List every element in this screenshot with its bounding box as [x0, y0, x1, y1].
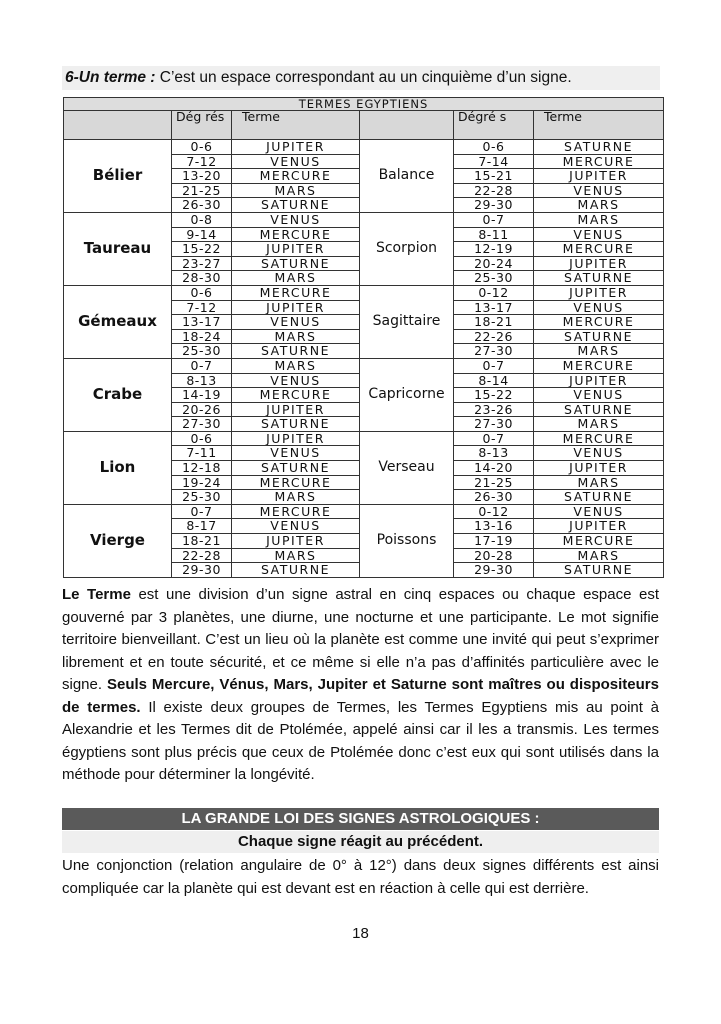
planet-left: MERCURE: [232, 504, 360, 519]
degree-right: 29-30: [454, 198, 534, 213]
planet-left: MARS: [232, 183, 360, 198]
planet-left: SATURNE: [232, 344, 360, 359]
table-row: [64, 285, 664, 300]
degree-left: 8-13: [172, 373, 232, 388]
sign-right: Verseau: [360, 431, 454, 504]
planet-right: SATURNE: [534, 329, 664, 344]
sign-right: Sagittaire: [360, 285, 454, 358]
planet-left: MARS: [232, 271, 360, 286]
degree-left: 0-6: [172, 140, 232, 155]
planet-right: JUPITER: [534, 461, 664, 476]
degree-left: 22-28: [172, 548, 232, 563]
planet-left: MERCURE: [232, 227, 360, 242]
planet-left: SATURNE: [232, 417, 360, 432]
sign-left: Taureau: [64, 212, 172, 285]
planet-left: MARS: [232, 329, 360, 344]
degree-right: 0-7: [454, 431, 534, 446]
planet-left: JUPITER: [232, 402, 360, 417]
planet-left: JUPITER: [232, 431, 360, 446]
planet-right: MARS: [534, 344, 664, 359]
planet-right: MARS: [534, 548, 664, 563]
planet-left: VENUS: [232, 212, 360, 227]
planet-right: SATURNE: [534, 271, 664, 286]
sign-left: Crabe: [64, 358, 172, 431]
planet-right: SATURNE: [534, 490, 664, 505]
section-title: LA GRANDE LOI DES SIGNES ASTROLOGIQUES :: [62, 808, 659, 830]
degree-right: 25-30: [454, 271, 534, 286]
planet-right: VENUS: [534, 227, 664, 242]
degree-left: 27-30: [172, 417, 232, 432]
planet-left: MARS: [232, 490, 360, 505]
planet-left: MERCURE: [232, 388, 360, 403]
degree-left: 8-17: [172, 519, 232, 534]
planet-right: SATURNE: [534, 140, 664, 155]
degree-right: 8-11: [454, 227, 534, 242]
table-title: TERMES EGYPTIENS: [64, 98, 664, 111]
table-row: [64, 504, 664, 519]
planet-right: MERCURE: [534, 534, 664, 549]
planet-left: JUPITER: [232, 140, 360, 155]
header-term-left: Terme: [232, 111, 360, 140]
degree-right: 14-20: [454, 461, 534, 476]
header-term-right: Terme: [534, 111, 664, 140]
header-empty-right: [360, 111, 454, 140]
header-deg-right: Dégré s: [454, 111, 534, 140]
sign-right: Capricorne: [360, 358, 454, 431]
degree-left: 0-8: [172, 212, 232, 227]
planet-right: MARS: [534, 198, 664, 213]
planet-right: MERCURE: [534, 358, 664, 373]
planet-left: SATURNE: [232, 563, 360, 578]
planet-left: JUPITER: [232, 242, 360, 257]
definition-text: C’est un espace correspondant au un cinquième d’un signe.: [155, 69, 572, 86]
degree-right: 12-19: [454, 242, 534, 257]
degree-left: 13-17: [172, 315, 232, 330]
section-subtitle: Chaque signe réagit au précédent.: [62, 831, 659, 853]
degree-left: 25-30: [172, 490, 232, 505]
para-text-b: Il existe deux groupes de Termes, les Termes Egyptiens mis au point à Alexandrie et les Termes dit de Ptolémée, appelé ainsi car il les a transmis. Les termes égyptiens sont plus précis que ceux de Ptolémée donc c’est eux qui sont utilisés dans la méthode pour déterminer la longévité.: [62, 698, 659, 783]
planet-left: VENUS: [232, 519, 360, 534]
table-row: [64, 212, 664, 227]
degree-right: 18-21: [454, 315, 534, 330]
planet-left: VENUS: [232, 446, 360, 461]
degree-left: 0-6: [172, 285, 232, 300]
planet-right: MARS: [534, 212, 664, 227]
planet-right: JUPITER: [534, 519, 664, 534]
planet-right: JUPITER: [534, 285, 664, 300]
planet-left: MARS: [232, 358, 360, 373]
para-text-a: est une division d’un signe astral en cinq espaces ou chaque espace est gouverné par 3 planètes, une diurne, une nocturne et une participante. Le mot signifie territoire bienveillant. C’est un lieu où la planète est comme une invité qui peut s’exprimer librement et en toute sécurité, et ce même si elle n’a pas d’affinités particulière avec le signe.: [62, 586, 659, 693]
termes-table: [63, 97, 664, 578]
degree-right: 29-30: [454, 563, 534, 578]
degree-left: 19-24: [172, 475, 232, 490]
planet-left: JUPITER: [232, 300, 360, 315]
planet-left: MERCURE: [232, 285, 360, 300]
degree-left: 23-27: [172, 256, 232, 271]
table-row: [64, 431, 664, 446]
degree-left: 12-18: [172, 461, 232, 476]
planet-right: JUPITER: [534, 256, 664, 271]
degree-left: 0-7: [172, 358, 232, 373]
degree-left: 0-6: [172, 431, 232, 446]
paragraph-conjonction: Une conjonction (relation angulaire de 0° à 12°) dans deux signes différents est ainsi compliquée car la planète qui est devant est en réaction à celle qui est derrière.: [62, 857, 659, 897]
sign-left: Lion: [64, 431, 172, 504]
degree-right: 15-21: [454, 169, 534, 184]
degree-right: 20-28: [454, 548, 534, 563]
degree-left: 29-30: [172, 563, 232, 578]
para-bold-start: Le Terme: [62, 586, 131, 603]
planet-left: VENUS: [232, 373, 360, 388]
planet-left: SATURNE: [232, 461, 360, 476]
degree-right: 21-25: [454, 475, 534, 490]
header-empty-left: [64, 111, 172, 140]
planet-right: VENUS: [534, 183, 664, 198]
planet-left: VENUS: [232, 315, 360, 330]
planet-right: MERCURE: [534, 154, 664, 169]
planet-left: MARS: [232, 548, 360, 563]
table-row: [64, 140, 664, 155]
planet-right: JUPITER: [534, 373, 664, 388]
degree-left: 13-20: [172, 169, 232, 184]
degree-left: 7-12: [172, 154, 232, 169]
planet-left: MERCURE: [232, 169, 360, 184]
planet-right: JUPITER: [534, 169, 664, 184]
degree-right: 0-7: [454, 358, 534, 373]
planet-right: VENUS: [534, 446, 664, 461]
sign-left: Bélier: [64, 140, 172, 213]
planet-right: SATURNE: [534, 563, 664, 578]
degree-right: 27-30: [454, 417, 534, 432]
degree-left: 21-25: [172, 183, 232, 198]
planet-right: VENUS: [534, 388, 664, 403]
degree-right: 8-13: [454, 446, 534, 461]
degree-right: 22-28: [454, 183, 534, 198]
degree-right: 27-30: [454, 344, 534, 359]
planet-left: SATURNE: [232, 256, 360, 271]
degree-left: 20-26: [172, 402, 232, 417]
planet-left: JUPITER: [232, 534, 360, 549]
degree-left: 7-11: [172, 446, 232, 461]
degree-left: 9-14: [172, 227, 232, 242]
degree-left: 7-12: [172, 300, 232, 315]
header-deg-left: Dég rés: [172, 111, 232, 140]
para-bold-mid: Seuls Mercure, Vénus, Mars, Jupiter et Saturne sont maîtres ou dispositeurs de termes.: [62, 676, 659, 716]
planet-right: MARS: [534, 475, 664, 490]
degree-right: 0-7: [454, 212, 534, 227]
paragraph-terme: [62, 584, 659, 787]
definition-label: 6-Un terme :: [65, 69, 156, 86]
sign-right: Balance: [360, 140, 454, 213]
degree-right: 7-14: [454, 154, 534, 169]
planet-left: VENUS: [232, 154, 360, 169]
sign-right: Poissons: [360, 504, 454, 577]
page-number: 18: [352, 925, 369, 942]
planet-right: VENUS: [534, 504, 664, 519]
degree-left: 28-30: [172, 271, 232, 286]
degree-left: 14-19: [172, 388, 232, 403]
planet-right: MARS: [534, 417, 664, 432]
degree-left: 18-21: [172, 534, 232, 549]
definition-line: [62, 66, 660, 90]
degree-right: 22-26: [454, 329, 534, 344]
degree-right: 8-14: [454, 373, 534, 388]
degree-left: 18-24: [172, 329, 232, 344]
planet-left: MERCURE: [232, 475, 360, 490]
planet-right: MERCURE: [534, 242, 664, 257]
planet-right: VENUS: [534, 300, 664, 315]
table-body: [64, 140, 664, 578]
degree-right: 23-26: [454, 402, 534, 417]
planet-right: MERCURE: [534, 315, 664, 330]
degree-left: 0-7: [172, 504, 232, 519]
degree-left: 15-22: [172, 242, 232, 257]
sign-right: Scorpion: [360, 212, 454, 285]
degree-right: 26-30: [454, 490, 534, 505]
degree-right: 0-6: [454, 140, 534, 155]
degree-right: 0-12: [454, 504, 534, 519]
sign-left: Vierge: [64, 504, 172, 577]
degree-right: 17-19: [454, 534, 534, 549]
planet-right: MERCURE: [534, 431, 664, 446]
table-row: [64, 358, 664, 373]
degree-right: 13-17: [454, 300, 534, 315]
sign-left: Gémeaux: [64, 285, 172, 358]
degree-right: 15-22: [454, 388, 534, 403]
planet-left: SATURNE: [232, 198, 360, 213]
degree-right: 0-12: [454, 285, 534, 300]
degree-right: 13-16: [454, 519, 534, 534]
planet-right: SATURNE: [534, 402, 664, 417]
degree-left: 26-30: [172, 198, 232, 213]
degree-right: 20-24: [454, 256, 534, 271]
degree-left: 25-30: [172, 344, 232, 359]
